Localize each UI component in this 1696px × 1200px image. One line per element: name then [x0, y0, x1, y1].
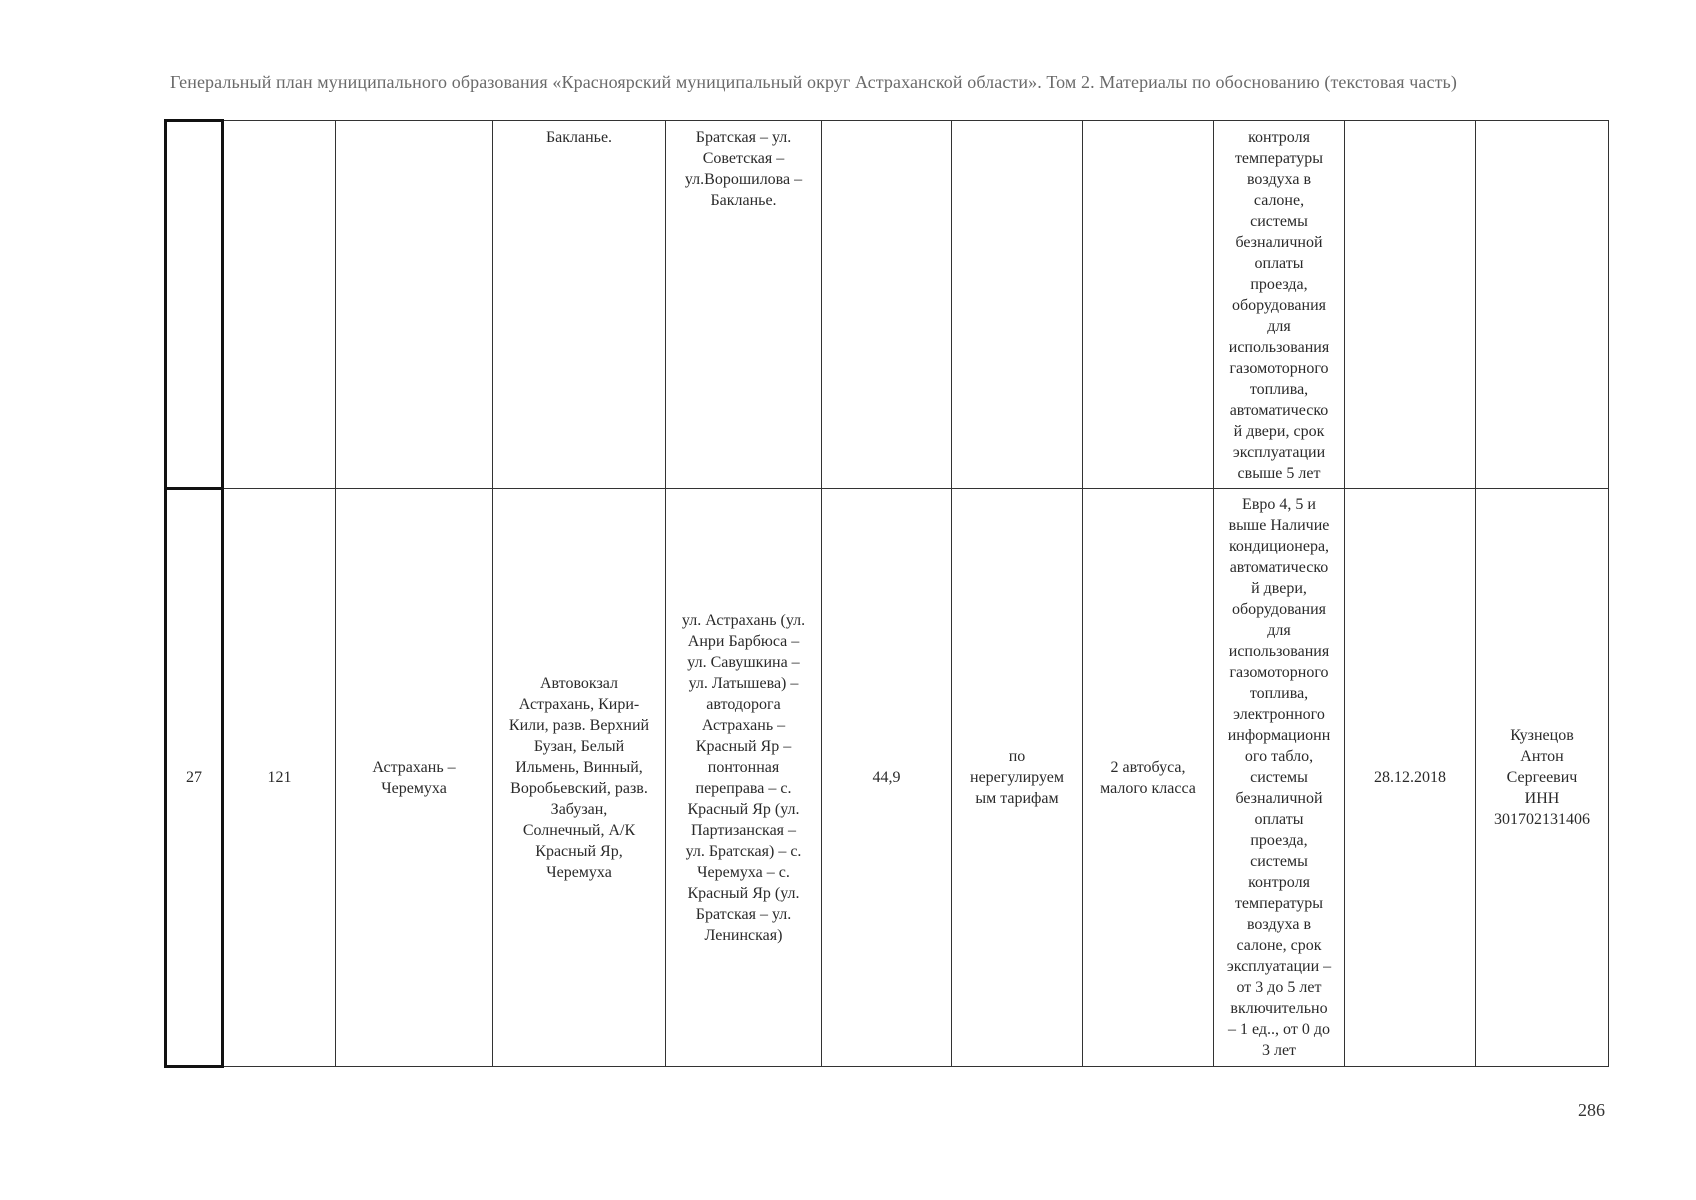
text-line: ул. Латышева) – [688, 674, 799, 692]
text-line: нерегулируем [970, 769, 1064, 786]
cell-streets [666, 489, 822, 1067]
text-line: ого табло, [1244, 748, 1314, 765]
text-line: системы [1250, 213, 1308, 230]
text-line: использования [1228, 339, 1330, 356]
text-line: Бузан, Белый [533, 737, 625, 755]
text-line: Черемуха [546, 863, 612, 881]
text-line: – 1 ед.., от 0 до [1228, 1021, 1330, 1038]
text-line: й двери, срок [1233, 423, 1325, 440]
text-line: кондиционера, [1228, 538, 1330, 555]
text-line: Солнечный, А/К [522, 821, 636, 839]
text-line: для [1267, 622, 1291, 639]
text-line: Красный Яр, [535, 842, 623, 860]
cell-length: 44,9 [822, 489, 952, 1067]
cell-route-name [336, 489, 493, 1067]
text-line: ул. Астрахань (ул. [681, 611, 806, 629]
text-line: температуры [1234, 895, 1324, 912]
text-line: ул.Ворошилова – [684, 171, 803, 188]
text-line: Советская – [702, 150, 785, 167]
text-line: Красный Яр – [695, 737, 792, 755]
text-line: ым тарифам [975, 790, 1059, 807]
text-line: топлива, [1249, 685, 1309, 702]
text-line: Кузнецов [1510, 727, 1574, 744]
text-line: оборудования [1232, 601, 1326, 618]
text-line: газомоторного [1229, 360, 1329, 377]
text-line: Астрахань, Кири- [518, 695, 640, 713]
text-line: салоне, [1253, 192, 1305, 209]
text-line: Ленинская) [704, 926, 783, 944]
text-line: ИНН [1524, 790, 1560, 807]
cell-tariff [952, 121, 1083, 489]
text-line: воздуха в [1246, 916, 1312, 933]
text-line: безналичной [1235, 790, 1323, 807]
text-line: Забузан, [550, 800, 608, 818]
cell-vehicles [1083, 121, 1214, 489]
text-line: ул. Савушкина – [687, 653, 800, 671]
cell-length [822, 121, 952, 489]
cell-route-number [223, 121, 336, 489]
cell-number [166, 121, 223, 489]
text-line: контроля [1248, 129, 1310, 146]
text-line: выше Наличие [1228, 517, 1330, 534]
cell-route-name [336, 121, 493, 489]
text-line: системы [1250, 853, 1308, 870]
cell-characteristics [1214, 489, 1345, 1067]
text-line: салоне, срок [1236, 937, 1322, 954]
text-line: Кили, разв. Верхний [508, 716, 650, 734]
text-line: Сергеевич [1506, 769, 1578, 786]
text-line: й двери, [1251, 580, 1307, 597]
text-line: Черемуха [381, 779, 447, 797]
text-line: от 3 до 5 лет [1236, 979, 1322, 996]
cell-stops [493, 489, 666, 1067]
cell-carrier [1476, 489, 1609, 1067]
text-line: Автовокзал [539, 674, 619, 692]
text-line: Бакланье. [545, 129, 613, 146]
text-line: свыше 5 лет [1237, 465, 1321, 482]
text-line: малого класса [1100, 779, 1196, 797]
page-header: Генеральный план муниципального образования «Красноярский муниципальный округ Астраханской области». Том 2. Материалы по обоснованию (текстовая часть) [170, 72, 1457, 92]
routes-table [164, 119, 1609, 1068]
text-line: Красный Яр (ул. [687, 884, 800, 902]
cell-tariff [952, 489, 1083, 1067]
text-line: Черемуха – с. [697, 863, 790, 881]
cell-streets [666, 121, 822, 489]
cell-characteristics [1214, 121, 1345, 489]
cell-carrier [1476, 121, 1609, 489]
cell-vehicles [1083, 489, 1214, 1067]
text-line: переправа – с. [695, 779, 792, 797]
text-line: температуры [1234, 150, 1324, 167]
page-number: 286 [1578, 1100, 1605, 1120]
text-line: Красный Яр (ул. [687, 800, 800, 818]
text-line: Антон [1520, 748, 1564, 765]
text-line: 301702131406 [1494, 811, 1590, 828]
text-line: автоматическо [1229, 559, 1329, 576]
text-line: контроля [1248, 874, 1310, 891]
text-line: для [1267, 318, 1291, 335]
cell-route-number: 121 [223, 489, 336, 1067]
text-line: ул. Братская) – с. [685, 842, 802, 860]
text-line: оплаты [1254, 255, 1304, 272]
text-line: понтонная [707, 758, 780, 776]
text-line: системы [1250, 769, 1308, 786]
text-line: проезда, [1250, 832, 1308, 849]
text-line: Партизанская – [690, 821, 797, 839]
cell-date [1345, 121, 1476, 489]
text-line: электронного [1233, 706, 1325, 723]
text-line: 3 лет [1261, 1042, 1297, 1059]
text-line: автоматическо [1229, 402, 1329, 419]
text-line: Воробьевский, разв. [510, 779, 648, 797]
text-line: эксплуатации [1232, 444, 1326, 461]
text-line: 2 автобуса, [1110, 758, 1186, 776]
text-line: использования [1228, 643, 1330, 660]
text-line: информационн [1227, 727, 1331, 744]
text-line: Евро 4, 5 и [1242, 496, 1316, 513]
text-line: оборудования [1232, 297, 1326, 314]
text-line: Астрахань – [372, 758, 456, 776]
text-line: Астрахань – [701, 716, 786, 734]
text-line: топлива, [1249, 381, 1309, 398]
text-line: Братская – ул. [695, 129, 792, 146]
text-line: Анри Барбюса – [687, 632, 800, 650]
table-row [166, 121, 1609, 489]
text-line: Братская – ул. [695, 905, 792, 923]
text-line: по [1008, 748, 1026, 765]
cell-stops [493, 121, 666, 489]
table-row [166, 489, 1609, 1067]
text-line: оплаты [1254, 811, 1304, 828]
text-line: эксплуатации – [1226, 958, 1332, 975]
text-line: газомоторного [1229, 664, 1329, 681]
cell-date: 28.12.2018 [1345, 489, 1476, 1067]
text-line: включительно [1230, 1000, 1328, 1017]
text-line: Ильмень, Винный, [515, 758, 643, 776]
text-line: проезда, [1250, 276, 1308, 293]
text-line: безналичной [1235, 234, 1323, 251]
cell-number: 27 [166, 489, 223, 1067]
text-line: Бакланье. [710, 192, 777, 209]
text-line: автодорога [706, 695, 781, 713]
text-line: воздуха в [1246, 171, 1312, 188]
